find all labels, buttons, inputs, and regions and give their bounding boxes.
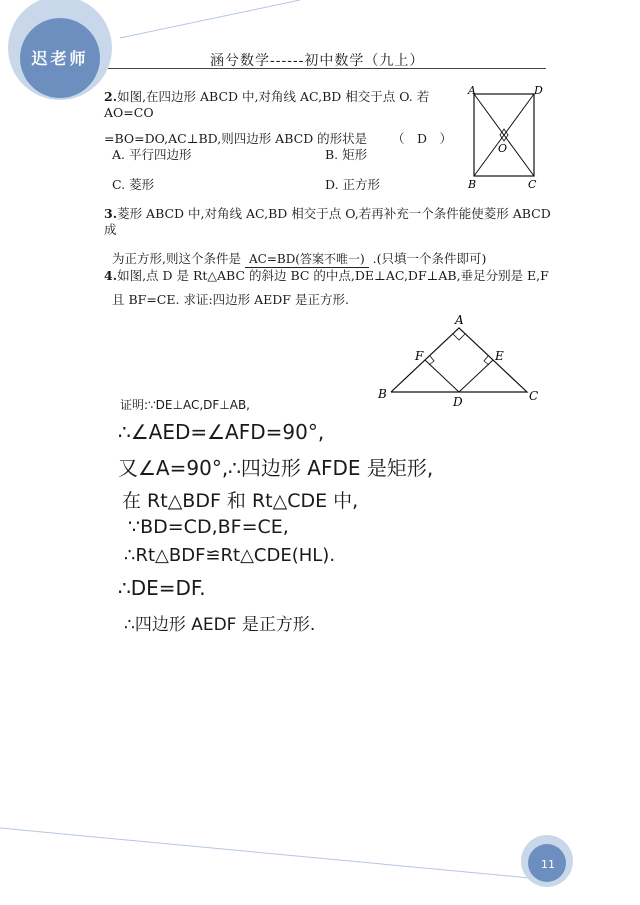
triangle-abc xyxy=(391,328,527,392)
label-B: B xyxy=(468,178,477,191)
header-diagonal-line xyxy=(120,0,300,38)
figure-q4-triangle xyxy=(375,312,545,410)
question-3-line2-suffix: .(只填一个条件即可) xyxy=(372,251,487,266)
proof-line-3: 又∠A=90°,∴四边形 AFDE 是矩形, xyxy=(118,456,434,480)
question-2-line1: 如图,在四边形 ABCD 中,对角线 AC,BD 相交于点 O. 若 AO=CO xyxy=(104,89,430,120)
page-title: 涵兮数学------初中数学（九上） xyxy=(210,53,425,69)
proof-line-5: ∵BD=CD,BF=CE, xyxy=(128,516,289,538)
option-c: C. 菱形 xyxy=(112,177,155,192)
label-O: O xyxy=(498,142,508,155)
proof-line-2: ∴∠AED=∠AFD=90°, xyxy=(118,420,325,444)
label-C: C xyxy=(528,178,537,191)
proof-line-4: 在 Rt△BDF 和 Rt△CDE 中, xyxy=(122,490,359,512)
label-C: C xyxy=(529,389,539,403)
right-angle-f xyxy=(429,356,434,365)
question-3-line2-prefix: 为正方形,则这个条件是 xyxy=(112,251,241,266)
question-4 xyxy=(104,268,574,308)
question-4-line1: 如图,点 D 是 Rt△ABC 的斜边 BC 的中点,DE⊥AC,DF⊥AB,垂足分别是 E,F xyxy=(117,268,549,283)
question-3-line1: 菱形 ABCD 中,对角线 AC,BD 相交于点 O,若再补充一个条件能使菱形 ABCD 成 xyxy=(104,206,551,237)
label-E: E xyxy=(495,349,504,363)
footer-diagonal-line xyxy=(0,828,530,878)
question-4-number: 4. xyxy=(104,268,118,283)
label-A: A xyxy=(468,84,476,97)
proof-line-7: ∴DE=DF. xyxy=(118,576,206,600)
question-2-number: 2. xyxy=(104,89,118,104)
proof-line-8: ∴四边形 AEDF 是正方形. xyxy=(124,615,316,635)
label-D: D xyxy=(453,395,463,409)
option-d: D. 正方形 xyxy=(325,177,381,192)
label-F: F xyxy=(415,349,424,363)
question-2-answer: （ D ） xyxy=(392,131,453,146)
label-A: A xyxy=(455,313,464,327)
question-3-fill-answer: AC=BD(答案不唯一) xyxy=(245,251,369,268)
question-3-number: 3. xyxy=(104,206,118,221)
question-4-line2: 且 BF=CE. 求证:四边形 AEDF 是正方形. xyxy=(112,292,349,307)
question-2-line2: =BO=DO,AC⊥BD,则四边形 ABCD 的形状是 xyxy=(104,131,368,146)
right-angle-a xyxy=(453,334,465,340)
proof-line-1: 证明:∵DE⊥AC,DF⊥AB, xyxy=(120,398,250,412)
right-angle-e xyxy=(484,356,489,365)
question-3 xyxy=(104,206,564,268)
figure-q2-square xyxy=(462,84,552,194)
teacher-badge: 迟老师 xyxy=(31,49,89,68)
header-divider xyxy=(108,68,546,69)
label-D: D xyxy=(534,84,543,97)
label-B: B xyxy=(378,387,387,401)
proof-line-6: ∴Rt△BDF≌Rt△CDE(HL). xyxy=(124,545,336,566)
segment-ed xyxy=(459,360,493,392)
page-number: 11 xyxy=(541,858,555,871)
option-b: B. 矩形 xyxy=(325,147,368,162)
option-a: A. 平行四边形 xyxy=(112,147,192,162)
segment-fd xyxy=(425,360,459,392)
question-2 xyxy=(104,89,464,147)
